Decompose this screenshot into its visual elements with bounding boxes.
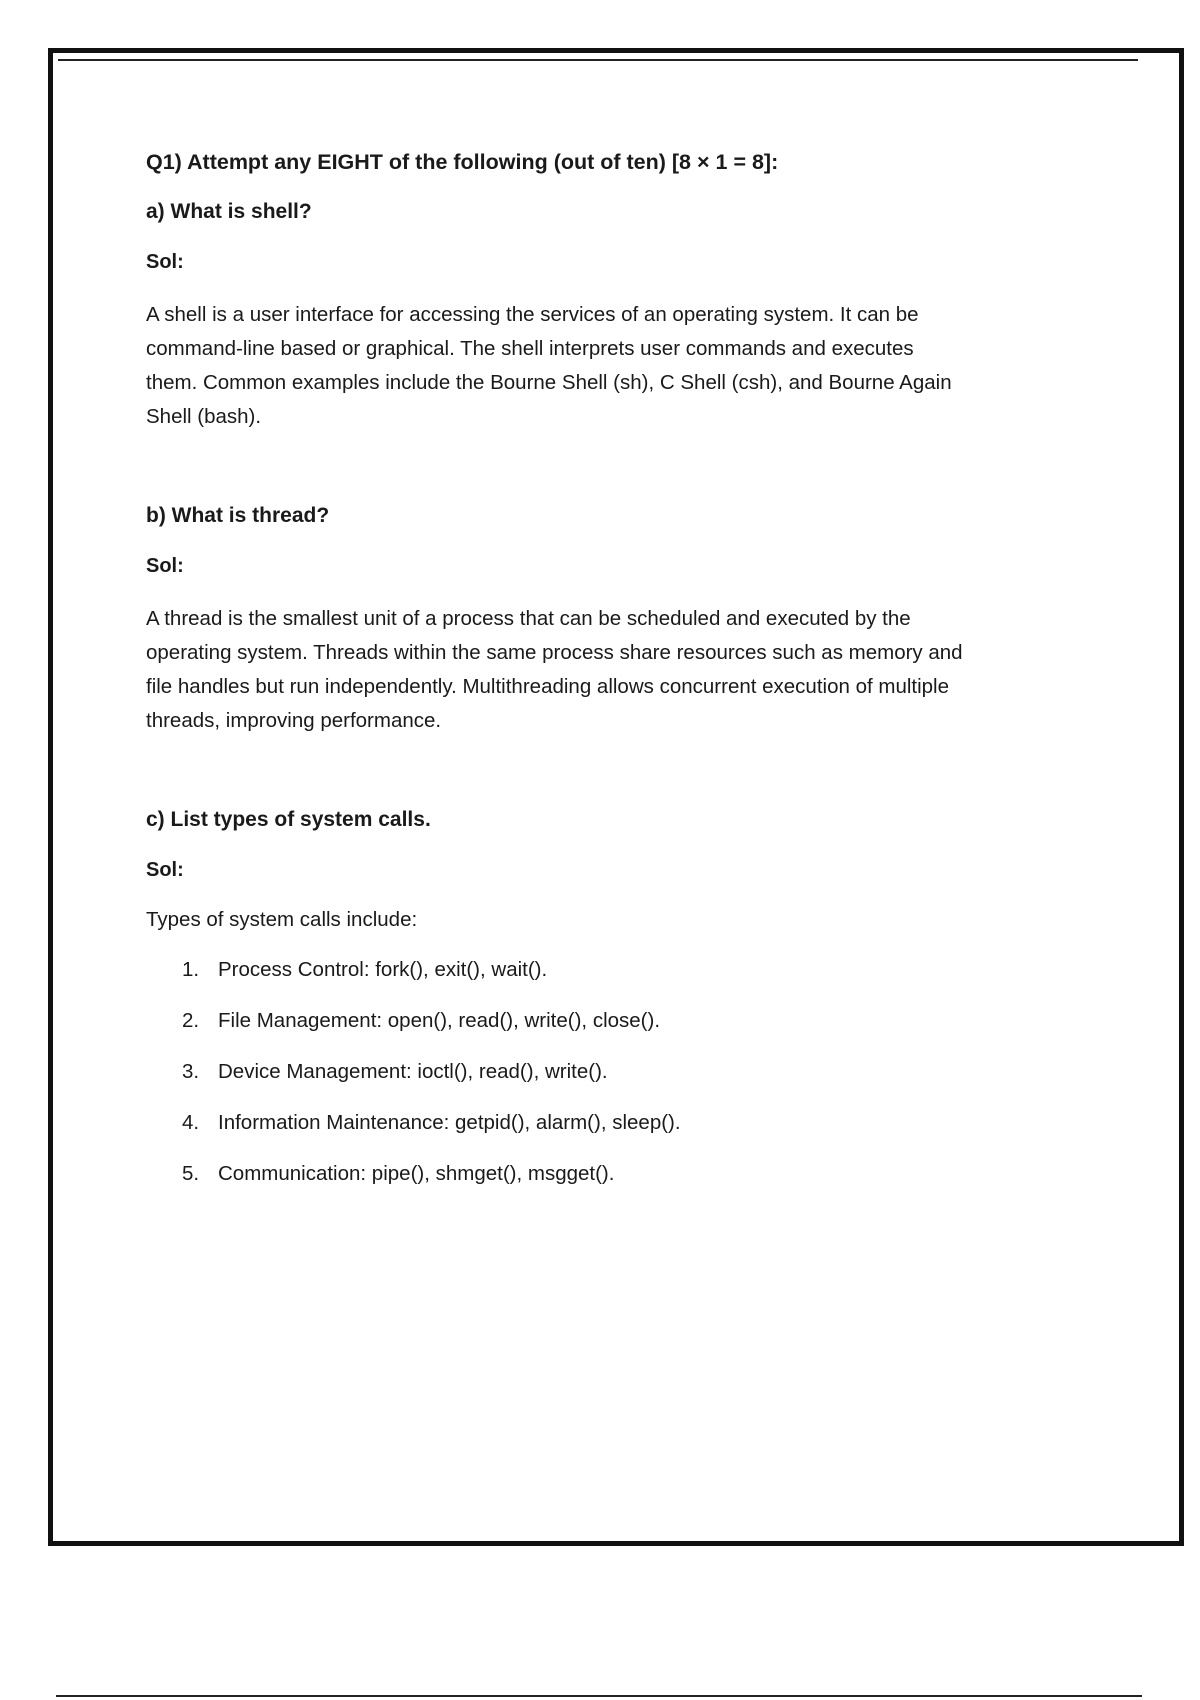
- list-item: [146, 956, 1086, 984]
- list-item: [146, 1160, 1086, 1188]
- list-item-text: Device Management: ioctl(), read(), write().: [218, 1060, 608, 1083]
- sol-label: Sol:: [146, 555, 184, 577]
- section-c: [146, 806, 1086, 1188]
- list-item-number: 5.: [182, 1162, 200, 1185]
- paragraph-line: them. Common examples include the Bourne Shell (sh), C Shell (csh), and Bourne Again: [146, 371, 952, 394]
- list-item: [146, 1058, 1086, 1086]
- sol-label: Sol:: [146, 251, 184, 273]
- question-heading: Q1) Attempt any EIGHT of the following (out of ten) [8 × 1 = 8]:: [146, 150, 779, 174]
- section-heading: a) What is shell?: [146, 200, 312, 223]
- list-item-text: Process Control: fork(), exit(), wait().: [218, 958, 548, 981]
- document-body: [146, 148, 1086, 1211]
- section-a: [146, 198, 1086, 434]
- list-item-number: 1.: [182, 958, 200, 981]
- list-item: [146, 1109, 1086, 1137]
- section-heading: c) List types of system calls.: [146, 808, 431, 831]
- answer-paragraph: [146, 298, 1086, 434]
- answer-paragraph: [146, 602, 1086, 738]
- paragraph-line: A thread is the smallest unit of a process that can be scheduled and executed by the: [146, 607, 911, 630]
- list-item: [146, 1007, 1086, 1035]
- list-item-text: Information Maintenance: getpid(), alarm(), sleep().: [218, 1111, 681, 1134]
- bottom-rule: [56, 1695, 1142, 1697]
- list-item-number: 3.: [182, 1060, 200, 1083]
- paragraph-line: operating system. Threads within the same process share resources such as memory and: [146, 641, 963, 664]
- paragraph-line: file handles but run independently. Multithreading allows concurrent execution of multiple: [146, 675, 950, 698]
- paragraph-line: threads, improving performance.: [146, 709, 442, 732]
- section-heading: b) What is thread?: [146, 504, 330, 527]
- list-item-text: File Management: open(), read(), write(), close().: [218, 1009, 661, 1032]
- paragraph-line: A shell is a user interface for accessing the services of an operating system. It can be: [146, 303, 919, 326]
- list-item-text: Communication: pipe(), shmget(), msgget().: [218, 1162, 615, 1185]
- section-b: [146, 502, 1086, 738]
- top-rule: [58, 59, 1138, 61]
- list-intro: Types of system calls include:: [146, 908, 418, 931]
- system-calls-list: [146, 956, 1086, 1188]
- sol-label: Sol:: [146, 859, 184, 881]
- paragraph-line: Shell (bash).: [146, 405, 262, 428]
- paragraph-line: command-line based or graphical. The shell interprets user commands and executes: [146, 337, 914, 360]
- list-item-number: 2.: [182, 1009, 200, 1032]
- list-item-number: 4.: [182, 1111, 200, 1134]
